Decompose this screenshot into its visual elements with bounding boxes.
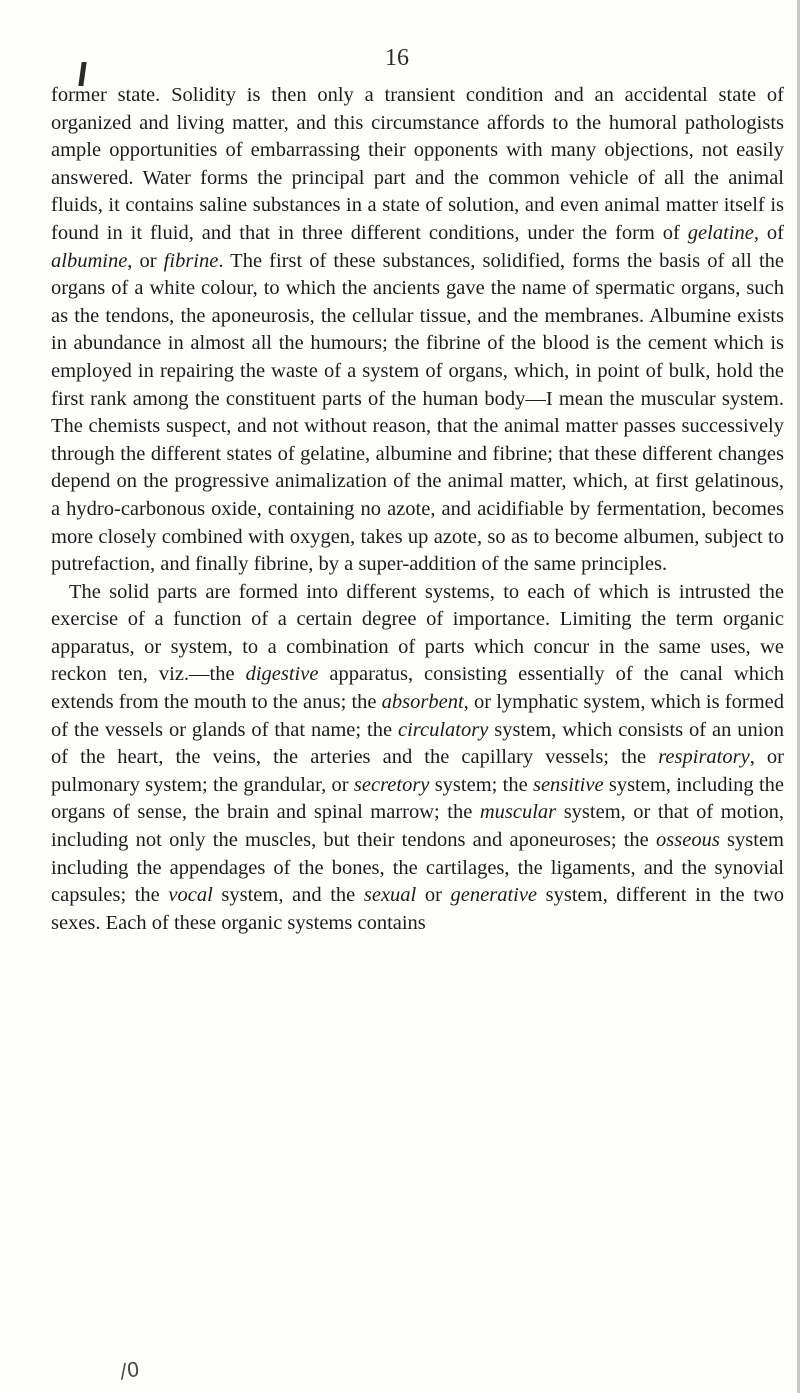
text-run: , or xyxy=(127,249,164,272)
italic-term: secretory xyxy=(353,773,430,796)
text-run: . The first of these substances, solidified, forms the basis of all the organs of a white colour, to which the ancients gave the name of spermatic organs, such as the tendons, the aponeurosis, the cellular tissue, and the membranes. Albumine exists in abundance in almost all the humours; the fibrine of the blood is the cement which is employed in repairing the waste of a system of organs, which, in point of bulk, hold the first rank among the constituent parts of the human body—I mean the muscular system. The chemists suspect, and not without reason, that the animal matter passes successively through the different states of gelatine, albumine and fibrine; that these different changes depend on the progressive animalization of the animal matter, which, at first gelatinous, a hydro-carbonous oxide, containing no azote, and acidifiable by fermentation, becomes more closely combined with oxygen, takes up azote, so as to become albumen, subject to putrefaction, and finally fibrine, by a super-addition of the same principles. xyxy=(51,249,784,576)
italic-term: generative xyxy=(450,884,538,907)
italic-term: respiratory xyxy=(658,746,750,769)
italic-term: osseous xyxy=(656,829,720,852)
page-number: 16 xyxy=(385,45,409,71)
text-run: system, different in the two sexes. Each of these organic systems contains xyxy=(51,884,784,934)
text-run: , or pulmonary system; the grandular, or xyxy=(51,746,784,796)
italic-term: fibrine xyxy=(163,249,219,272)
italic-term: sexual xyxy=(363,884,417,907)
text-run: system, and the xyxy=(212,884,364,907)
italic-term: gelatine xyxy=(687,221,754,244)
text-run: , of xyxy=(753,221,784,244)
handwritten-margin-note: /0 xyxy=(118,1357,141,1383)
text-run: system; the xyxy=(429,773,533,796)
paragraph-organic-systems xyxy=(51,579,784,938)
paragraph-continuation xyxy=(51,82,784,579)
italic-term: muscular xyxy=(479,801,557,824)
italic-term: absorbent xyxy=(381,691,464,714)
text-run: system, or that of motion, including not only the muscles, but their tendons and aponeuroses; the xyxy=(51,801,784,852)
text-run: or xyxy=(416,884,451,907)
italic-term: sensitive xyxy=(532,773,604,796)
text-run: , or lymphatic system, which is formed of the vessels or glands of that name; the xyxy=(51,691,784,741)
italic-term: digestive xyxy=(245,663,319,686)
text-run: system, including the organs of sense, the brain and spinal marrow; the xyxy=(51,773,784,824)
italic-term: circulatory xyxy=(397,718,489,741)
body-text xyxy=(51,82,784,937)
text-run: system, which consists of an union of the heart, the veins, the arteries and the capillary vessels; the xyxy=(51,718,784,769)
text-run: The solid parts are formed into different systems, to each of which is intrusted the exercise of a function of a certain degree of importance. Limiting the term organic apparatus, or system, to a combination of parts which concur in the same uses, we reckon ten, viz.—the xyxy=(51,580,784,686)
italic-term: albumine xyxy=(51,249,128,272)
italic-term: vocal xyxy=(168,884,213,907)
text-run: system including the appendages of the bones, the cartilages, the ligaments, and the synovial capsules; the xyxy=(51,829,784,907)
text-run: apparatus, consisting essentially of the canal which extends from the mouth to the anus; the xyxy=(51,663,784,714)
text-run: former state. Solidity is then only a transient condition and an accidental state of organized and living matter, and this circumstance affords to the humoral pathologists ample opportunities of embarrassing their opponents with many objections, not easily answered. Water forms the principal part and the common vehicle of all the animal fluids, it contains saline substances in a state of solution, and even animal matter itself is found in it fluid, and that in three different conditions, under the form of xyxy=(51,84,784,244)
